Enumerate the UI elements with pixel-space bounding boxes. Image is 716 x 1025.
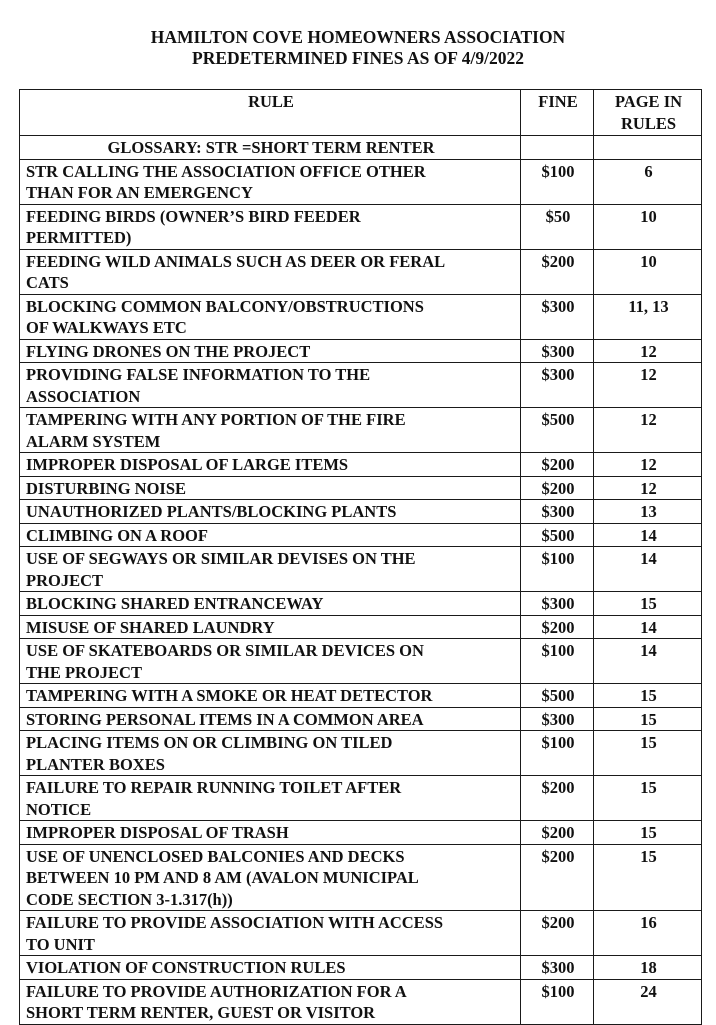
rule-cell	[20, 684, 521, 708]
fine-cell: $300	[521, 707, 594, 731]
page-cell: 14	[594, 639, 702, 684]
fine-cell: $300	[521, 956, 594, 980]
table-row	[20, 979, 702, 1024]
page-cell: 18	[594, 956, 702, 980]
table-row	[20, 684, 702, 708]
fine-cell: $100	[521, 639, 594, 684]
rule-cell	[20, 707, 521, 731]
rule-cell	[20, 159, 521, 204]
table-row	[20, 639, 702, 684]
rule-text-line: ALARM SYSTEM	[26, 431, 161, 451]
fine-cell: $300	[521, 339, 594, 363]
rule-text-line: PERMITTED)	[26, 228, 132, 247]
rule-cell	[20, 911, 521, 956]
rule-text-line: IMPROPER DISPOSAL OF TRASH	[26, 823, 289, 842]
fine-cell: $100	[521, 547, 594, 592]
rule-cell	[20, 500, 521, 524]
page-cell: 12	[594, 453, 702, 477]
rule-text-line: SHORT TERM RENTER, GUEST OR VISITOR	[26, 1003, 376, 1022]
rule-text-line: OF WALKWAYS ETC	[26, 318, 187, 337]
page-header-line2: RULES	[620, 113, 677, 133]
document-header	[0, 27, 716, 69]
rule-text-line: FEEDING WILD ANIMALS SUCH AS DEER OR FERAL	[26, 251, 446, 271]
rule-cell	[20, 979, 521, 1024]
page-cell: 15	[594, 707, 702, 731]
page-cell: 15	[594, 684, 702, 708]
rule-text-line: THAN FOR AN EMERGENCY	[26, 183, 253, 202]
rule-text-line: BLOCKING SHARED ENTRANCEWAY	[26, 594, 324, 613]
page-cell: 12	[594, 339, 702, 363]
rule-text-line: VIOLATION OF CONSTRUCTION RULES	[26, 958, 346, 977]
table-row	[20, 911, 702, 956]
rule-text-line: BLOCKING COMMON BALCONY/OBSTRUCTIONS	[26, 296, 424, 316]
rule-cell	[20, 249, 521, 294]
glossary-empty-fine	[521, 136, 594, 160]
rule-text-line: ASSOCIATION	[26, 386, 141, 406]
table-row	[20, 844, 702, 911]
rule-text-line: STORING PERSONAL ITEMS IN A COMMON AREA	[26, 709, 424, 729]
table-row	[20, 707, 702, 731]
page-cell: 14	[594, 547, 702, 592]
table-row	[20, 956, 702, 980]
fine-cell: $200	[521, 821, 594, 845]
table-row	[20, 294, 702, 339]
rule-text-line: CODE SECTION 3-1.317(h))	[26, 889, 233, 909]
fine-cell: $200	[521, 615, 594, 639]
rule-cell	[20, 956, 521, 980]
fine-cell: $50	[521, 204, 594, 249]
fines-table-body	[20, 136, 702, 1025]
page-cell: 24	[594, 979, 702, 1024]
rule-cell	[20, 294, 521, 339]
rule-cell	[20, 547, 521, 592]
rule-text-line: STR CALLING THE ASSOCIATION OFFICE OTHER	[26, 161, 426, 181]
table-row	[20, 776, 702, 821]
rule-text-line: PROJECT	[26, 570, 104, 590]
page-cell: 15	[594, 731, 702, 776]
page-cell: 15	[594, 592, 702, 616]
page-cell: 13	[594, 500, 702, 524]
rule-text-line: PLACING ITEMS ON OR CLIMBING ON TILED	[26, 733, 393, 752]
fine-cell: $200	[521, 249, 594, 294]
rule-cell	[20, 339, 521, 363]
rule-cell	[20, 408, 521, 453]
rule-cell	[20, 776, 521, 821]
page-cell: 11, 13	[594, 294, 702, 339]
fine-cell: $100	[521, 731, 594, 776]
rule-text-line: FAILURE TO REPAIR RUNNING TOILET AFTER	[26, 778, 402, 797]
table-row	[20, 731, 702, 776]
rule-cell	[20, 821, 521, 845]
rule-cell	[20, 731, 521, 776]
table-row	[20, 615, 702, 639]
fine-cell: $300	[521, 500, 594, 524]
table-row	[20, 453, 702, 477]
rule-cell	[20, 523, 521, 547]
rule-cell	[20, 476, 521, 500]
page-cell: 15	[594, 844, 702, 911]
fines-table	[19, 89, 702, 1025]
page-column-header	[594, 90, 702, 136]
page-cell: 12	[594, 408, 702, 453]
rule-text-line: UNAUTHORIZED PLANTS/BLOCKING PLANTS	[26, 502, 397, 521]
fine-cell: $500	[521, 408, 594, 453]
rule-text-line: USE OF SKATEBOARDS OR SIMILAR DEVICES ON	[26, 641, 424, 660]
glossary-empty-page	[594, 136, 702, 160]
table-row	[20, 159, 702, 204]
rule-cell	[20, 615, 521, 639]
rule-text-line: CATS	[26, 273, 69, 292]
rule-text-line: TO UNIT	[26, 934, 95, 954]
fine-cell: $500	[521, 523, 594, 547]
rule-cell	[20, 639, 521, 684]
table-row	[20, 821, 702, 845]
table-row	[20, 339, 702, 363]
fine-column-header: FINE	[521, 90, 594, 136]
fine-cell: $200	[521, 844, 594, 911]
table-row	[20, 592, 702, 616]
rule-text-line: FAILURE TO PROVIDE AUTHORIZATION FOR A	[26, 981, 407, 1001]
table-row	[20, 523, 702, 547]
glossary-text: GLOSSARY: STR =SHORT TERM RENTER	[20, 136, 521, 160]
page-cell: 12	[594, 476, 702, 500]
rule-text-line: CLIMBING ON A ROOF	[26, 525, 208, 545]
rule-text-line: NOTICE	[26, 799, 92, 819]
page-header-line1: PAGE IN	[614, 92, 683, 111]
page-cell: 15	[594, 776, 702, 821]
rule-cell	[20, 204, 521, 249]
rule-text-line: USE OF UNENCLOSED BALCONIES AND DECKS	[26, 846, 405, 866]
fine-cell: $300	[521, 592, 594, 616]
page-cell: 12	[594, 363, 702, 408]
page-cell: 10	[594, 249, 702, 294]
table-row	[20, 249, 702, 294]
fine-cell: $300	[521, 363, 594, 408]
page-cell: 16	[594, 911, 702, 956]
fine-cell: $100	[521, 159, 594, 204]
rule-cell	[20, 363, 521, 408]
rule-cell	[20, 592, 521, 616]
rule-text-line: TAMPERING WITH A SMOKE OR HEAT DETECTOR	[26, 686, 433, 705]
association-title: HAMILTON COVE HOMEOWNERS ASSOCIATION	[150, 27, 566, 47]
rule-text-line: BETWEEN 10 PM AND 8 AM (AVALON MUNICIPAL	[26, 868, 419, 887]
table-row	[20, 476, 702, 500]
page-cell: 15	[594, 821, 702, 845]
page-cell: 10	[594, 204, 702, 249]
table-row	[20, 547, 702, 592]
table-header-row	[20, 90, 702, 136]
fine-cell: $200	[521, 776, 594, 821]
rule-text-line: DISTURBING NOISE	[26, 478, 187, 498]
page-cell: 14	[594, 523, 702, 547]
fine-cell: $200	[521, 453, 594, 477]
table-row	[20, 204, 702, 249]
table-row	[20, 408, 702, 453]
rule-text-line: FLYING DRONES ON THE PROJECT	[26, 341, 311, 361]
fine-cell: $100	[521, 979, 594, 1024]
page-cell: 6	[594, 159, 702, 204]
rule-column-header: RULE	[20, 90, 521, 136]
rule-text-line: IMPROPER DISPOSAL OF LARGE ITEMS	[26, 455, 349, 474]
rule-text-line: USE OF SEGWAYS OR SIMILAR DEVISES ON THE	[26, 549, 416, 568]
fine-cell: $200	[521, 476, 594, 500]
glossary-row	[20, 136, 702, 160]
rule-text-line: TAMPERING WITH ANY PORTION OF THE FIRE	[26, 410, 406, 429]
rule-text-line: PROVIDING FALSE INFORMATION TO THE	[26, 365, 371, 384]
rule-text-line: FEEDING BIRDS (OWNER’S BIRD FEEDER	[26, 206, 361, 226]
rule-text-line: PLANTER BOXES	[26, 754, 165, 774]
rule-cell	[20, 844, 521, 911]
rule-text-line: FAILURE TO PROVIDE ASSOCIATION WITH ACCESS	[26, 913, 444, 932]
page-cell: 14	[594, 615, 702, 639]
rule-text-line: THE PROJECT	[26, 662, 142, 682]
rule-cell	[20, 453, 521, 477]
rule-text-line: MISUSE OF SHARED LAUNDRY	[26, 617, 275, 637]
table-row	[20, 363, 702, 408]
fine-cell: $500	[521, 684, 594, 708]
fines-date-title: PREDETERMINED FINES AS OF 4/9/2022	[192, 48, 524, 68]
table-row	[20, 500, 702, 524]
fine-cell: $200	[521, 911, 594, 956]
fine-cell: $300	[521, 294, 594, 339]
